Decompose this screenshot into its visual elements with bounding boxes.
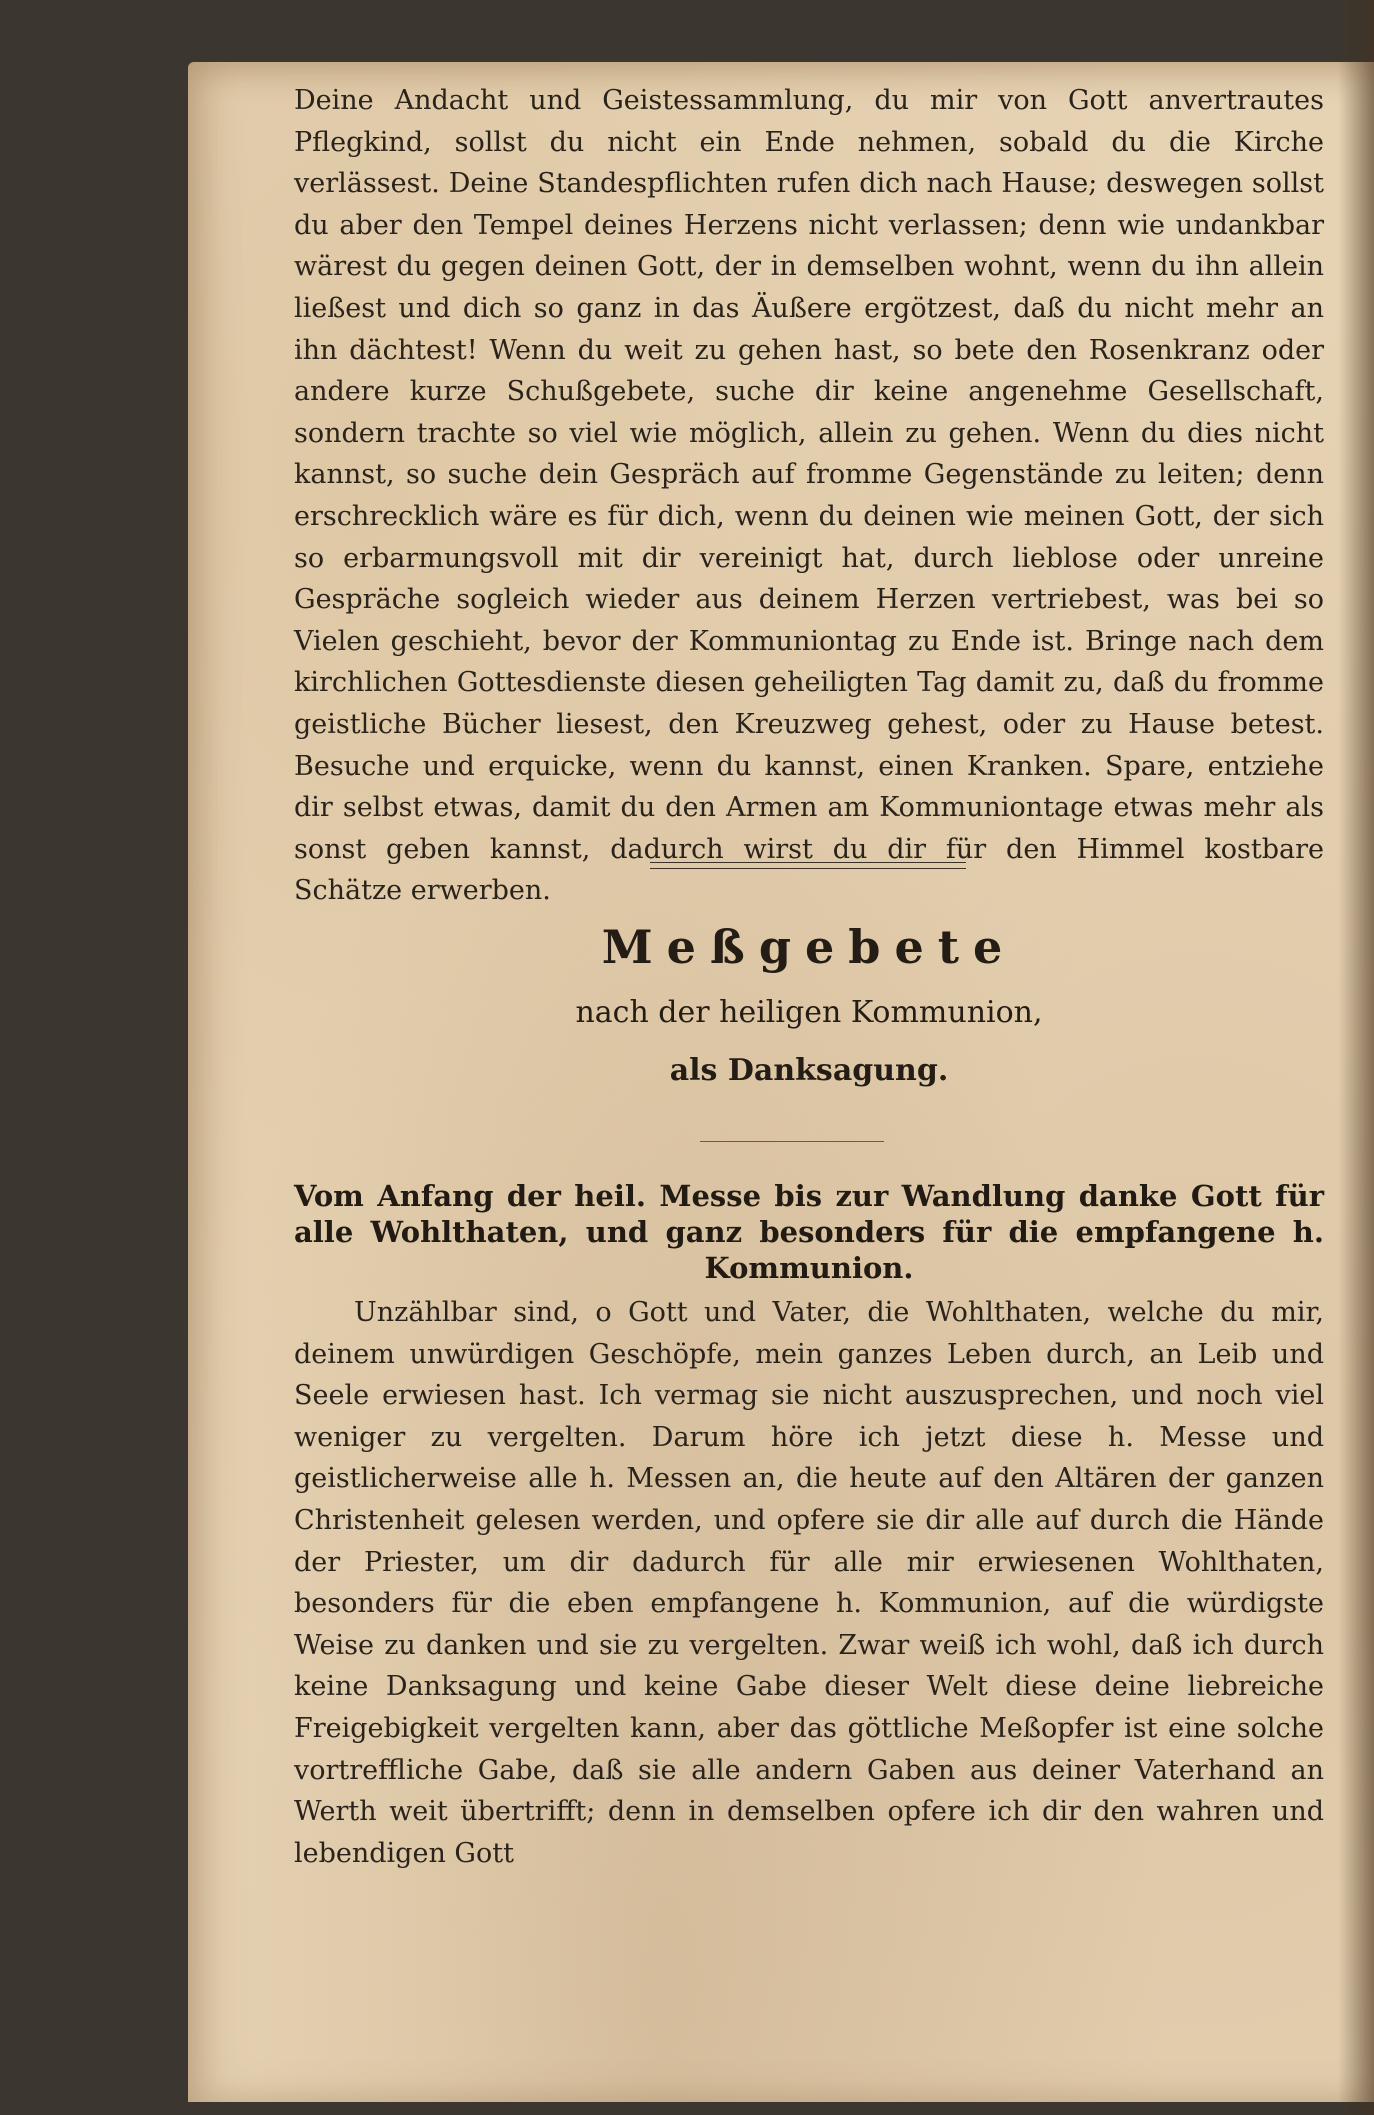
book-spine-shadow [1338,0,1374,2115]
paragraph-2-text: Unzählbar sind, o Gott und Vater, die Wohlthaten, welche du mir, deinem unwürdigen Geschöpfe, mein ganzes Leben durch, an Leib und Seele erwiesen hast. Ich vermag sie nicht auszusprechen, und noch viel weniger zu vergelten. Darum höre ich jetzt diese h. Messe und geistlicherweise alle h. Messen an, die heute auf den Altären der ganzen Christenheit gelesen werden, und opfere sie dir alle auf durch die Hände der Priester, um dir dadurch für alle mir erwiesenen Wohlthaten, besonders für die eben empfangene h. Kommunion, auf die würdigste Weise zu danken und sie zu vergelten. Zwar weiß ich wohl, daß ich durch keine Danksagung und keine Gabe dieser Welt diese deine liebreiche Freigebigkeit vergelten kann, aber das göttliche Meßopfer ist eine solche vortreffliche Gabe, daß sie alle andern Gaben aus deiner Vaterhand an Werth weit übertrifft; denn in demselben opfere ich dir den wahren und lebendigen Gott [294,1297,1324,1869]
section-subtitle: nach der heiligen Kommunion, [575,995,1043,1030]
divider-rule-top [650,862,966,863]
section-title: Meßgebete [601,920,1017,974]
paragraph-2 [294,1292,1324,1874]
divider-rule-bottom [650,868,966,869]
paragraph-1 [294,80,1324,912]
short-divider-rule [700,1141,884,1142]
prayer-heading: Vom Anfang der heil. Messe bis zur Wandlung danke Gott für alle Wohlthaten, und ganz besonders für die empfangene h. Kommunion. [294,1179,1324,1285]
paragraph-1-text: Deine Andacht und Geistessammlung, du mir von Gott anvertrautes Pflegkind, sollst du nicht ein Ende nehmen, sobald du die Kirche verlässest. Deine Standespflichten rufen dich nach Hause; deswegen sollst du aber den Tempel deines Herzens nicht verlassen; denn wie undankbar wärest du gegen deinen Gott, der in demselben wohnt, wenn du ihn allein ließest und dich so ganz in das Äußere ergötzest, daß du nicht mehr an ihn dächtest! Wenn du weit zu gehen hast, so bete den Rosenkranz oder andere kurze Schußgebete, suche dir keine angenehme Gesellschaft, sondern trachte so viel wie möglich, allein zu gehen. Wenn du dies nicht kannst, so suche dein Gespräch auf fromme Gegenstände zu leiten; denn erschrecklich wäre es für dich, wenn du deinen wie meinen Gott, der sich so erbarmungsvoll mit dir vereinigt hat, durch lieblose oder unreine Gespräche sogleich wieder aus deinem Herzen vertriebest, was bei so Vielen geschieht, bevor der Kommuniontag zu Ende ist. Bringe nach dem kirchlichen Gottesdienste diesen geheiligten Tag damit zu, daß du fromme geistliche Bücher liesest, den Kreuzweg gehest, oder zu Hause betest. Besuche und erquicke, wenn du kannst, einen Kranken. Spare, entziehe dir selbst etwas, damit du den Armen am Kommuniontage etwas mehr als sonst geben kannst, dadurch wirst du dir für den Himmel kostbare Schätze erwerben. [294,85,1324,907]
section-subsubtitle: als Danksagung. [669,1053,949,1088]
